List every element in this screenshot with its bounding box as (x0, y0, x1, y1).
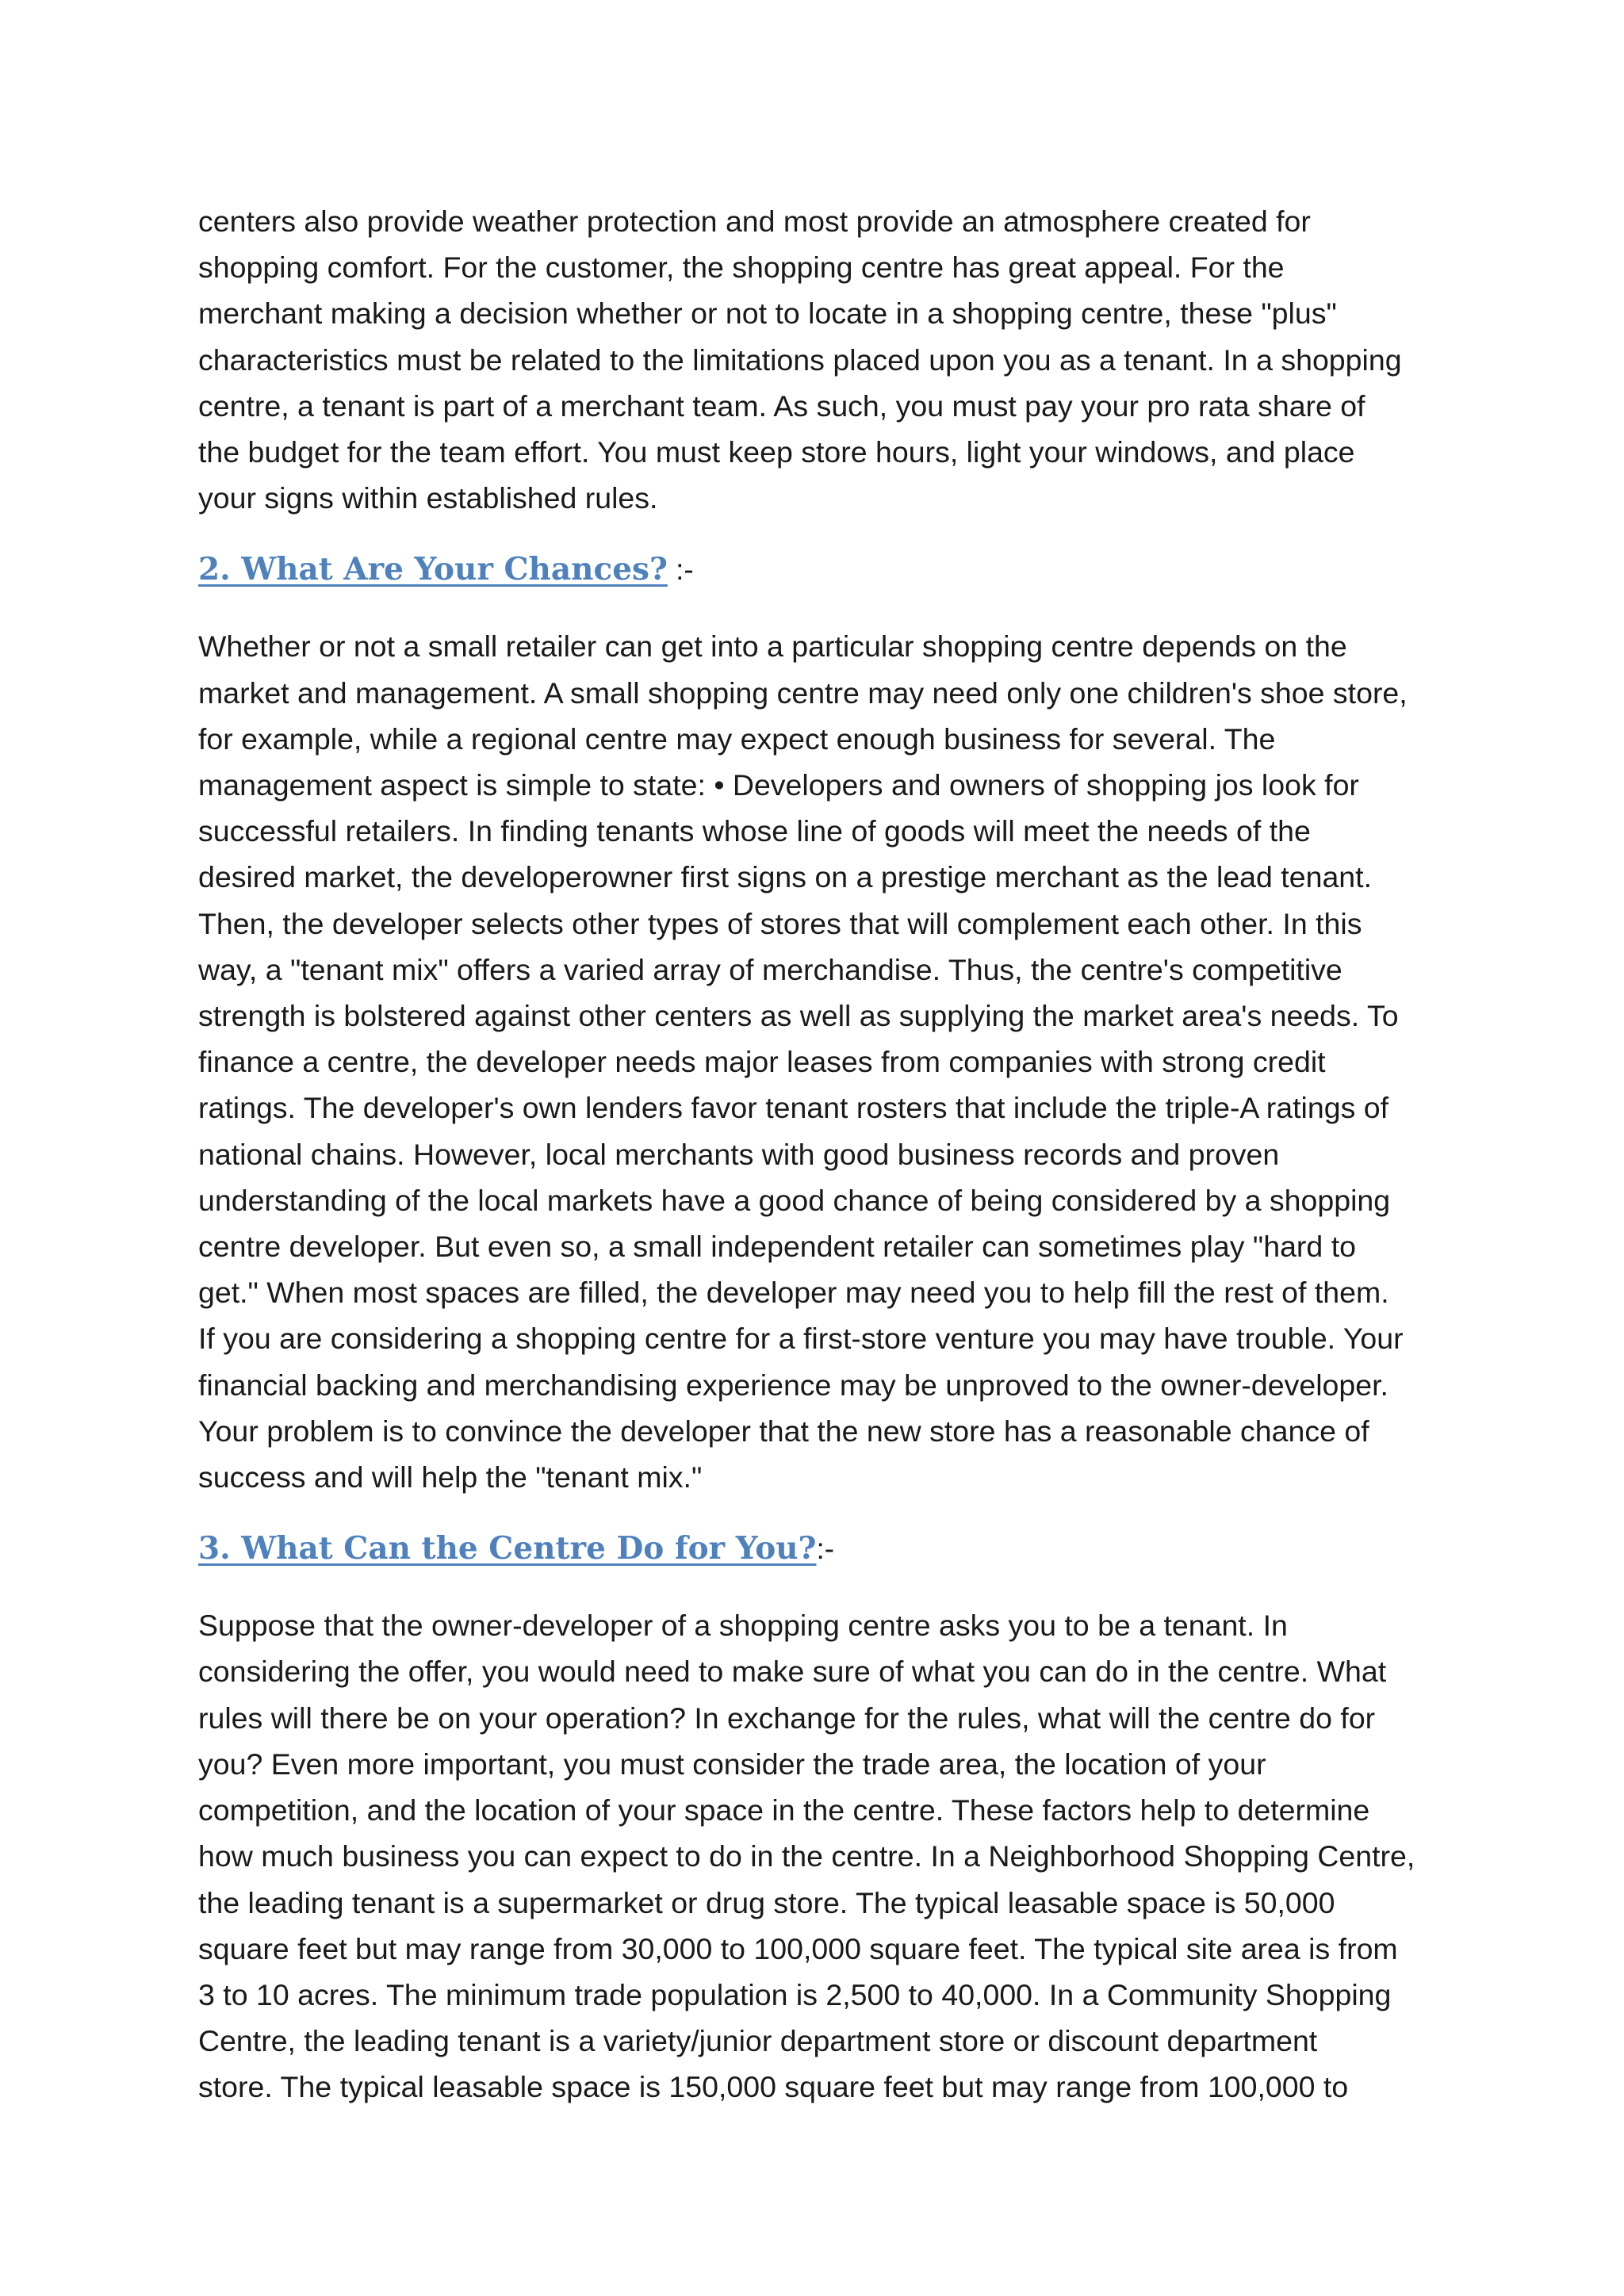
text-line: ratings. The developer's own lenders favor tenant rosters that include the triple-A ratings of (198, 1091, 1389, 1125)
text-line: national chains. However, local merchants with good business records and proven (198, 1137, 1280, 1171)
text-line: way, a "tenant mix" offers a varied array of merchandise. Thus, the centre's competitive (198, 952, 1342, 986)
text-line: for example, while a regional centre may expect enough business for several. The (198, 721, 1276, 756)
text-line: centre developer. But even so, a small independent retailer can sometimes play "hard to (198, 1230, 1356, 1264)
text-line: you? Even more important, you must consider the trade area, the location of your (198, 1747, 1266, 1781)
text-line: desired market, the developerowner first signs on a prestige merchant as the lead tenant. (198, 860, 1372, 894)
section-heading-chances-link[interactable]: 2. What Are Your Chances? (198, 551, 668, 588)
paragraph-chances (198, 623, 1443, 1500)
text-line: management aspect is simple to state: • Developers and owners of shopping jos look for (198, 768, 1359, 802)
text-line: strength is bolstered against other centers as well as supplying the market area's needs. To (198, 999, 1399, 1033)
text-line: characteristics must be related to the limitations placed upon you as a tenant. In a shopping (198, 342, 1402, 377)
text-line: 3 to 10 acres. The minimum trade population is 2,500 to 40,000. In a Community Shopping (198, 1977, 1392, 2011)
section-heading-suffix: :- (816, 1533, 835, 1566)
text-line: considering the offer, you would need to make sure of what you can do in the centre. What (198, 1655, 1387, 1689)
text-line: how much business you can expect to do in the centre. In a Neighborhood Shopping Centre, (198, 1839, 1415, 1873)
text-line: shopping comfort. For the customer, the shopping centre has great appeal. For the (198, 251, 1285, 285)
text-line: competition, and the location of your space in the centre. These factors help to determine (198, 1793, 1370, 1827)
text-line: store. The typical leasable space is 150,000 square feet but may range from 100,000 to (198, 2070, 1349, 2104)
text-line: merchant making a decision whether or not to locate in a shopping centre, these "plus" (198, 297, 1337, 331)
section-heading-chances (198, 546, 1443, 593)
document-body (198, 198, 1443, 2110)
text-line: square feet but may range from 30,000 to 100,000 square feet. The typical site area is from (198, 1931, 1398, 1965)
paragraph-centre (198, 1602, 1443, 2110)
section-heading-suffix: :- (667, 553, 694, 587)
paragraph-intro (198, 198, 1443, 521)
section-heading-centre-link[interactable]: 3. What Can the Centre Do for You? (198, 1530, 817, 1567)
text-line: the leading tenant is a supermarket or drug store. The typical leasable space is 50,000 (198, 1885, 1335, 1919)
text-line: centers also provide weather protection and most provide an atmosphere created for (198, 205, 1311, 238)
text-line: understanding of the local markets have a good chance of being considered by a shopping (198, 1183, 1391, 1217)
text-line: your signs within established rules. (198, 481, 658, 515)
section-heading-centre (198, 1525, 1443, 1572)
text-line: Your problem is to convince the developer that the new store has a reasonable chance of (198, 1414, 1369, 1448)
text-line: get." When most spaces are filled, the developer may need you to help fill the rest of them. (198, 1276, 1389, 1310)
text-line: finance a centre, the developer needs major leases from companies with strong credit (198, 1045, 1326, 1079)
text-line: the budget for the team effort. You must keep store hours, light your windows, and place (198, 435, 1355, 469)
text-line: Whether or not a small retailer can get into a particular shopping centre depends on the (198, 629, 1347, 664)
text-line: success and will help the "tenant mix." (198, 1460, 703, 1494)
text-line: successful retailers. In finding tenants whose line of goods will meet the needs of the (198, 814, 1311, 848)
text-line: financial backing and merchandising experience may be unproved to the owner-developer. (198, 1368, 1388, 1402)
text-line: Suppose that the owner-developer of a shopping centre asks you to be a tenant. In (198, 1609, 1288, 1643)
text-line: If you are considering a shopping centre for a first-store venture you may have trouble. Your (198, 1322, 1404, 1356)
text-line: centre, a tenant is part of a merchant team. As such, you must pay your pro rata share of (198, 388, 1365, 423)
text-line: Centre, the leading tenant is a variety/junior department store or discount department (198, 2024, 1318, 2058)
text-line: Then, the developer selects other types of stores that will complement each other. In this (198, 906, 1362, 940)
text-line: market and management. A small shopping centre may need only one children's shoe store, (198, 675, 1408, 710)
text-line: rules will there be on your operation? In exchange for the rules, what will the centre do for (198, 1701, 1376, 1735)
